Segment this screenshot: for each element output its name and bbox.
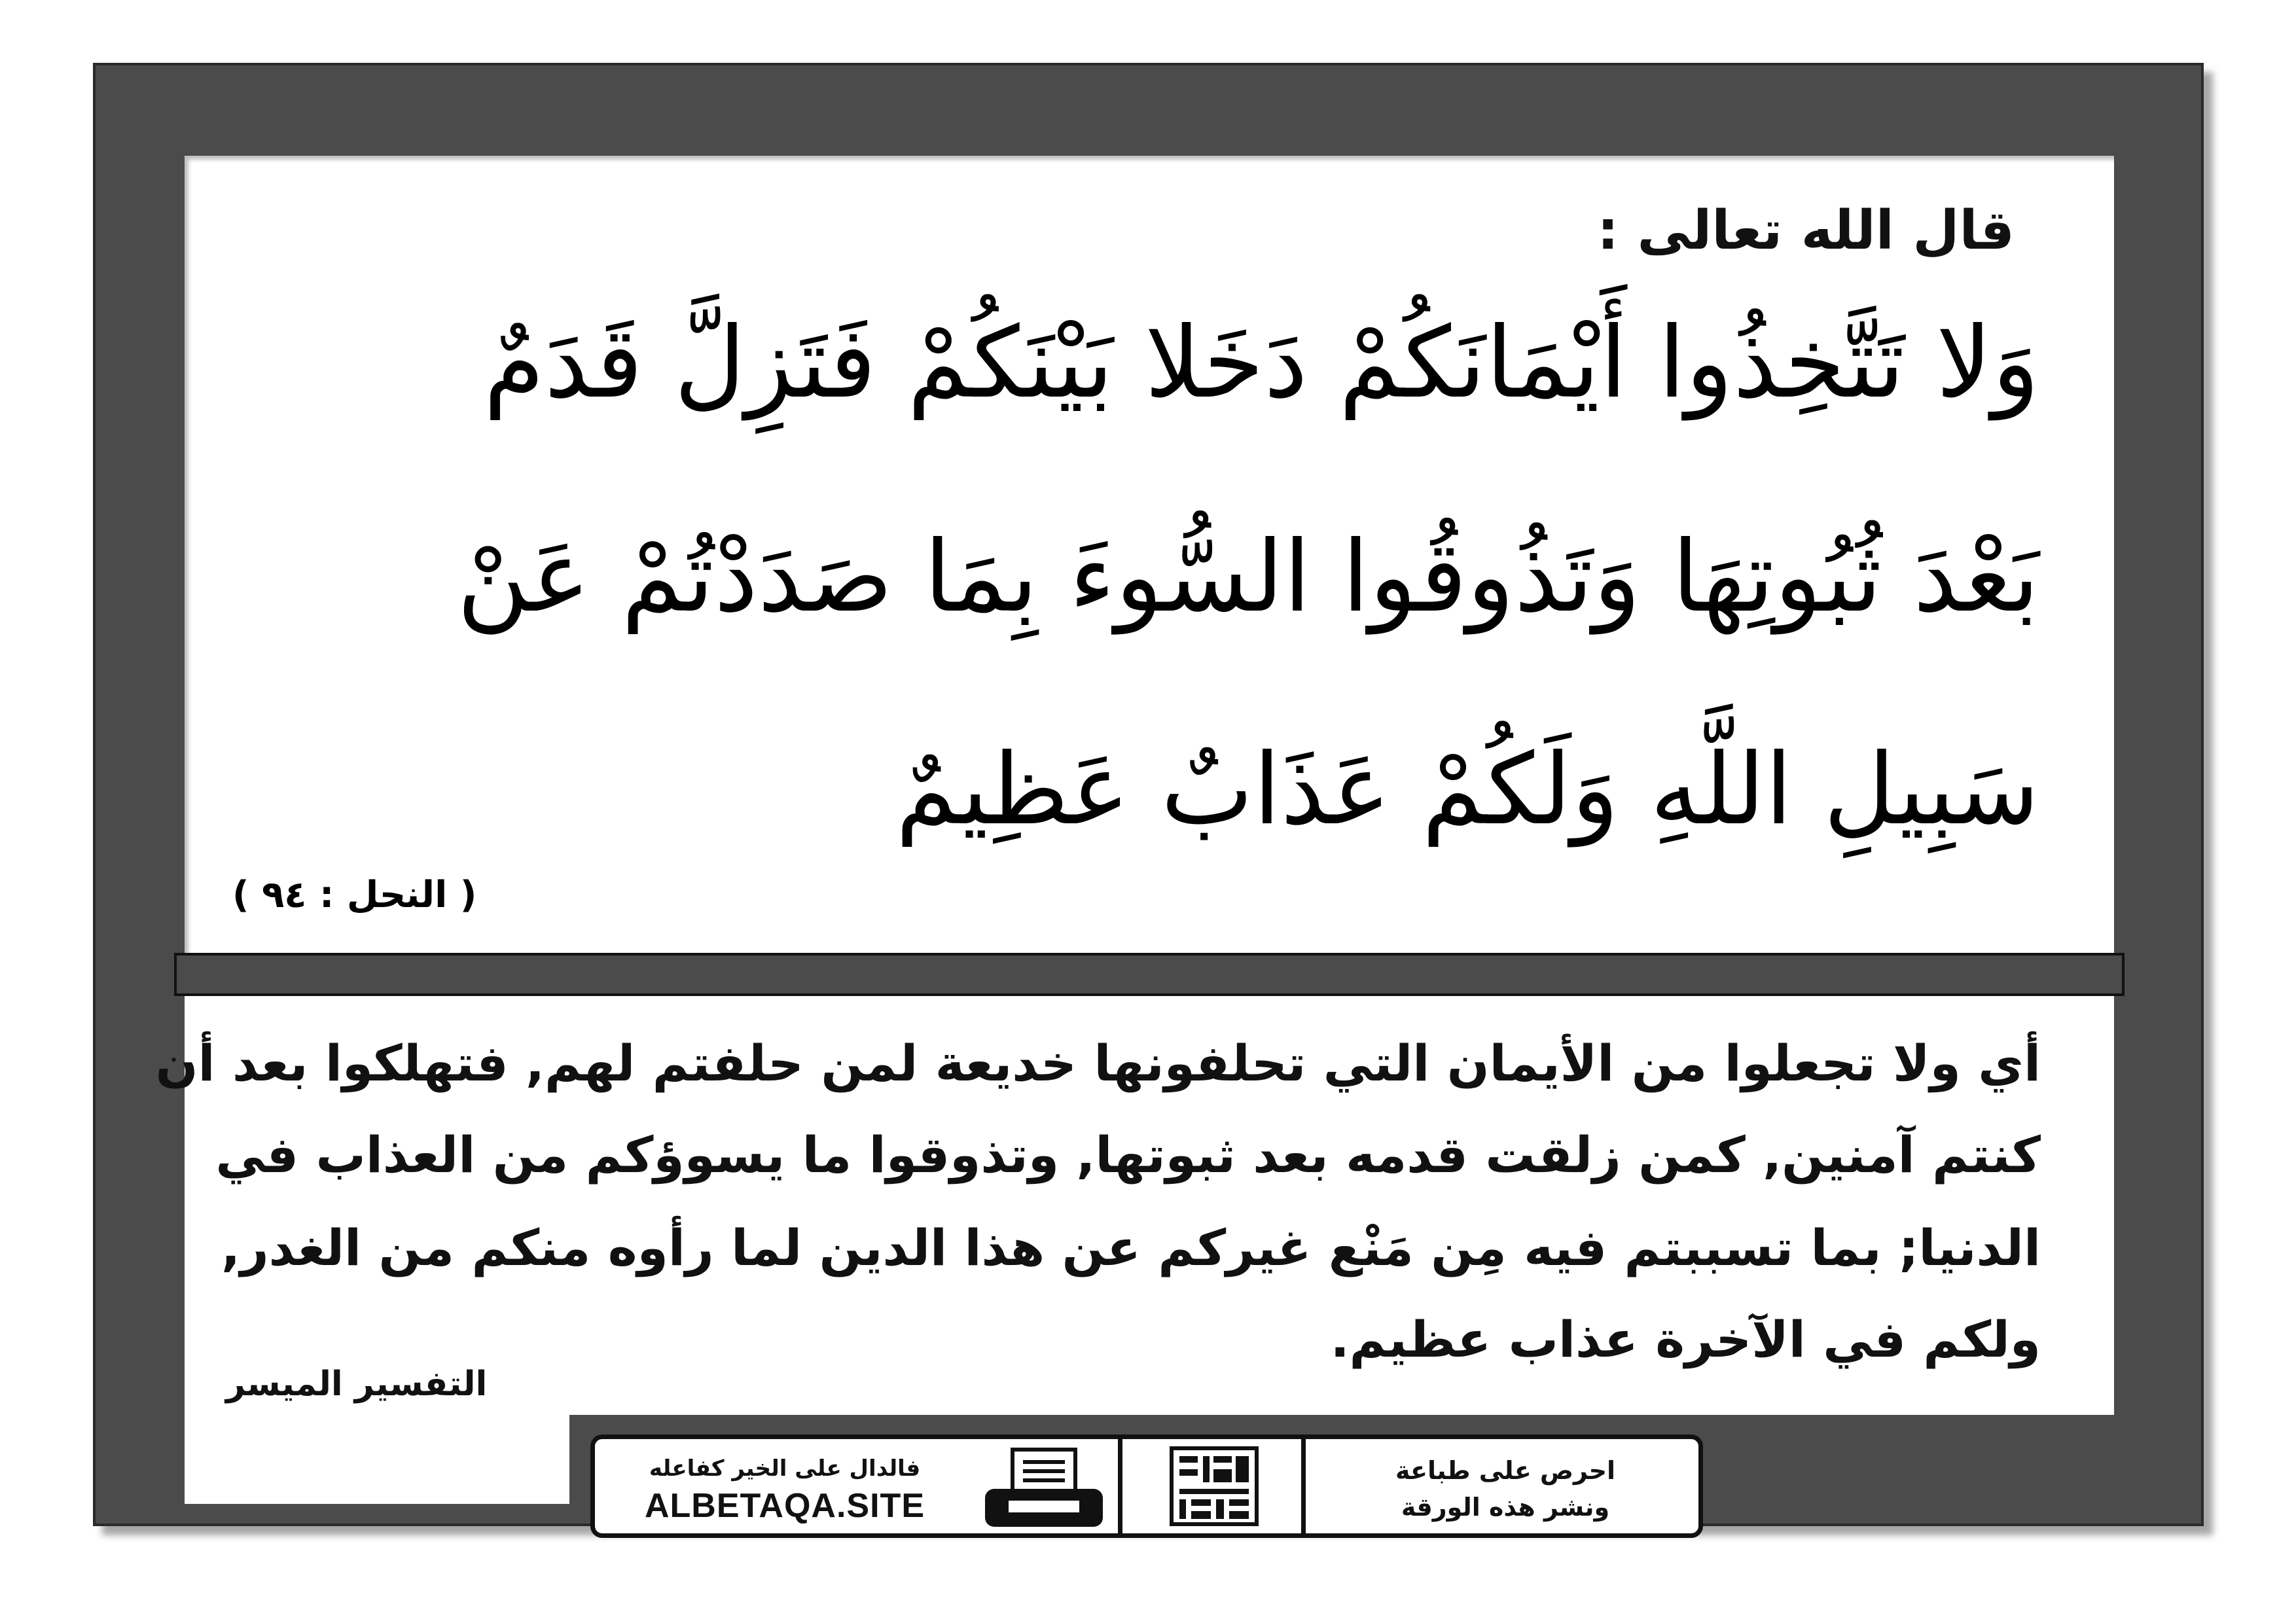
tafsir-line-2: كنتم آمنين, كمن زلقت قدمه بعد ثبوتها, وتذوقوا ما يسوؤكم من العذاب في [215,1126,2041,1184]
tafsir-line-4: ولكم في الآخرة عذاب عظيم. [1330,1310,2041,1368]
dawa-logo-icon [1132,1443,1296,1529]
tafsir-line-3: الدنيا; بما تسببتم فيه مِن مَنْع غيركم عن هذا الدين لما رأوه منكم من الغدر, [221,1219,2041,1277]
print-appeal-line-1: احرص على طباعة [1395,1456,1616,1485]
site-link[interactable]: ALBETAQA.SITE [644,1487,925,1525]
tafsir-line-1: أي ولا تجعلوا من الأيمان التي تحلفونها خديعة لمن حلفتم لهم, فتهلكوا بعد أن [155,1034,2041,1092]
print-appeal-line-2: ونشر هذه الورقة [1401,1493,1610,1522]
site-tagline: فالدال على الخير كفاعله [649,1455,921,1482]
verse-line-3: سَبِيلِ اللَّهِ وَلَكُمْ عَذَابٌ عَظِيمٌ [895,733,2039,847]
site-block [615,1452,955,1527]
surah-reference: ( النحل : ٩٤ ) [232,874,477,916]
page-title: قال الله تعالى : [1597,200,2015,262]
verse-line-1: وَلا تَتَّخِذُوا أَيْمَانَكُمْ دَخَلا بَيْنَكُمْ فَتَزِلَّ قَدَمٌ [483,306,2039,420]
footer-banner [590,1435,1703,1538]
printer-icon [972,1446,1116,1531]
divider-bar [174,953,2125,996]
footer-panel-left [185,1415,569,1504]
verse-line-2: بَعْدَ ثُبُوتِهَا وَتَذُوقُوا السُّوءَ بِمَا صَدَدْتُمْ عَنْ [457,520,2039,634]
footer-separator [1301,1439,1306,1533]
print-appeal [1352,1452,1659,1525]
tafsir-source: التفسير الميسر [226,1364,488,1404]
footer-separator [1118,1439,1122,1533]
